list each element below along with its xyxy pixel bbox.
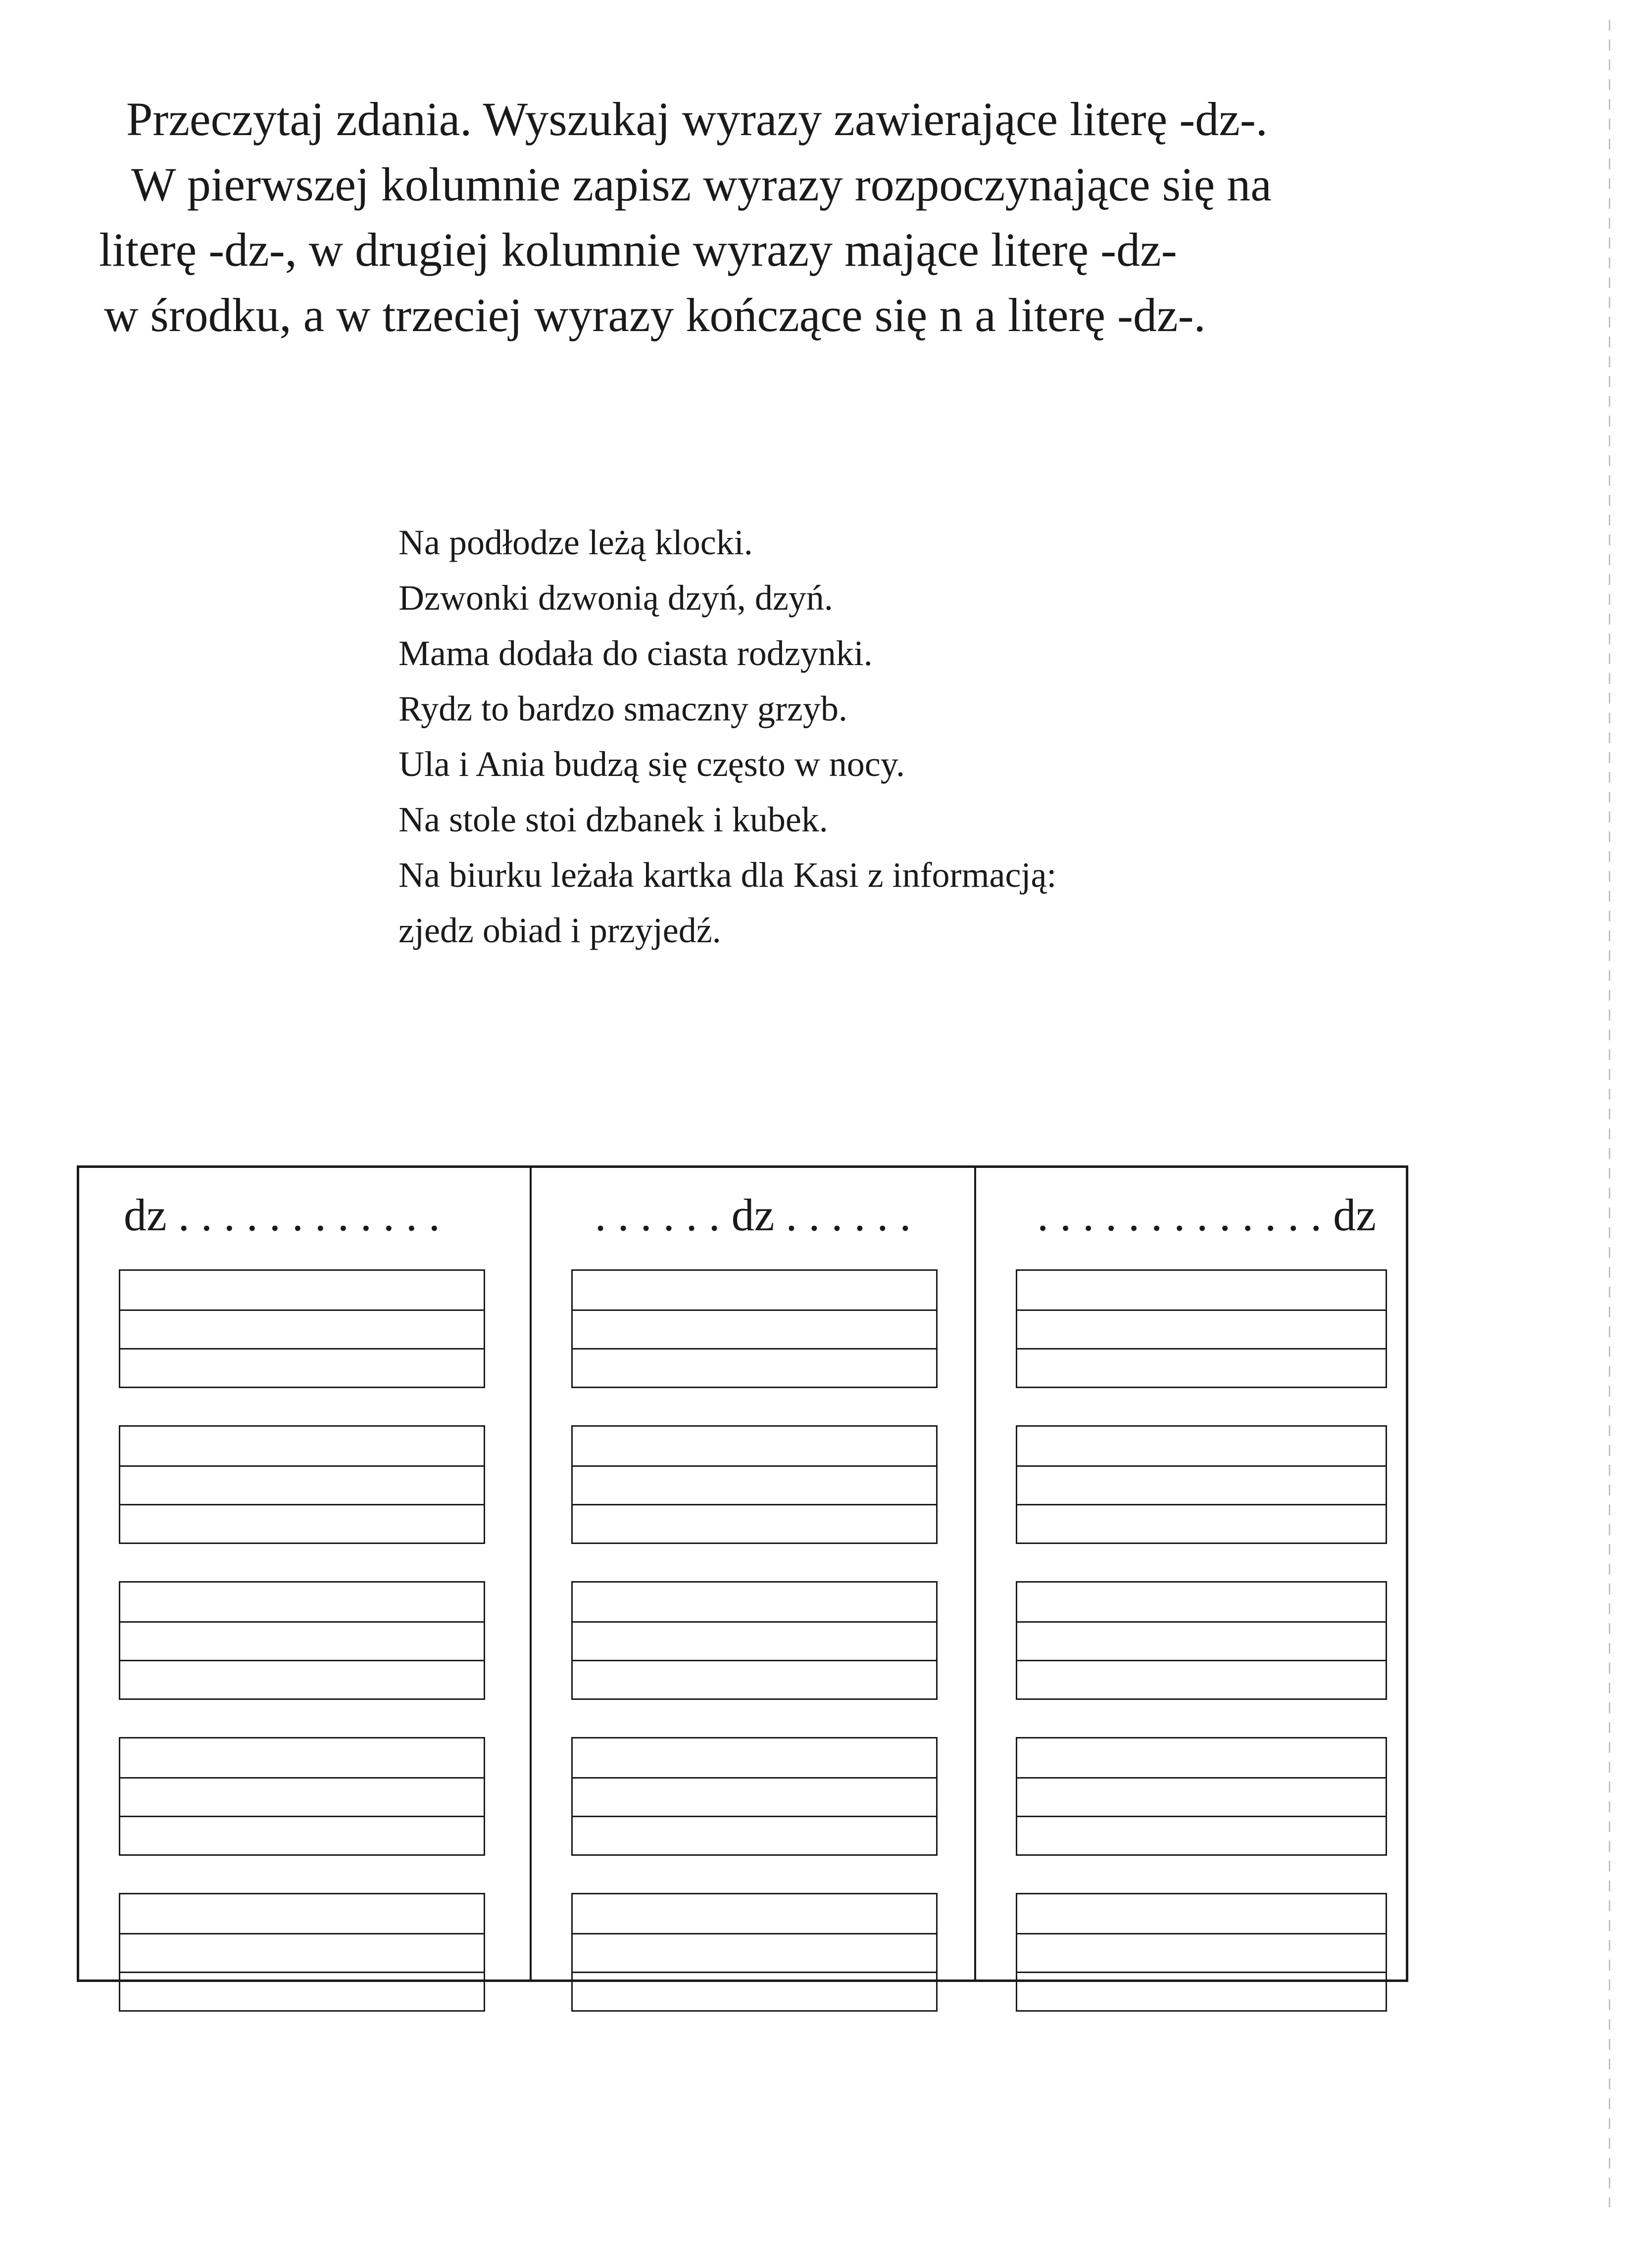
- instruction-text: [97, 87, 1512, 348]
- column-starting-dz: [79, 1168, 532, 1979]
- column-ending-dz: [976, 1168, 1406, 1979]
- writing-box[interactable]: [571, 1425, 938, 1544]
- writing-box[interactable]: [119, 1581, 485, 1700]
- writing-box[interactable]: [571, 1581, 938, 1700]
- writing-box[interactable]: [119, 1269, 485, 1388]
- writing-box[interactable]: [119, 1425, 485, 1544]
- column-header-middle: . . . . . . dz . . . . . .: [595, 1190, 911, 1240]
- writing-box[interactable]: [571, 1269, 938, 1388]
- sentence-list: [398, 515, 1389, 958]
- column-middle-dz: [532, 1168, 976, 1979]
- column-header-starting: dz . . . . . . . . . . . .: [124, 1190, 440, 1240]
- writing-box[interactable]: [1016, 1893, 1387, 2012]
- sentence-4: Rydz to bardzo smaczny grzyb.: [398, 689, 847, 728]
- instruction-line-2: W pierwszej kolumnie zapisz wyrazy rozpoczynające się na: [131, 158, 1272, 211]
- answer-table: [77, 1165, 1408, 1982]
- sentence-2: Dzwonki dzwonią dzyń, dzyń.: [398, 578, 833, 618]
- writing-box[interactable]: [1016, 1581, 1387, 1700]
- scan-edge-line: [1609, 20, 1610, 2207]
- instruction-line-4: w środku, a w trzeciej wyrazy kończące się n a literę -dz-.: [104, 289, 1206, 341]
- sentence-3: Mama dodała do ciasta rodzynki.: [398, 633, 873, 673]
- sentence-6: Na stole stoi dzbanek i kubek.: [398, 800, 828, 839]
- writing-box[interactable]: [1016, 1425, 1387, 1544]
- sentence-1: Na podłodze leżą klocki.: [398, 523, 753, 562]
- writing-box[interactable]: [1016, 1269, 1387, 1388]
- writing-box[interactable]: [119, 1737, 485, 1856]
- sentence-5: Ula i Ania budzą się często w nocy.: [398, 744, 905, 784]
- writing-box[interactable]: [119, 1893, 485, 2012]
- sentence-8: zjedz obiad i przyjedź.: [398, 911, 721, 950]
- writing-box[interactable]: [571, 1737, 938, 1856]
- writing-box[interactable]: [1016, 1737, 1387, 1856]
- instruction-line-3: literę -dz-, w drugiej kolumnie wyrazy mające literę -dz-: [99, 223, 1177, 276]
- column-header-ending: . . . . . . . . . . . . . dz: [1037, 1190, 1376, 1240]
- writing-box[interactable]: [571, 1893, 938, 2012]
- instruction-line-1: Przeczytaj zdania. Wyszukaj wyrazy zawierające literę -dz-.: [126, 93, 1268, 145]
- sentence-7: Na biurku leżała kartka dla Kasi z informacją:: [398, 855, 1057, 895]
